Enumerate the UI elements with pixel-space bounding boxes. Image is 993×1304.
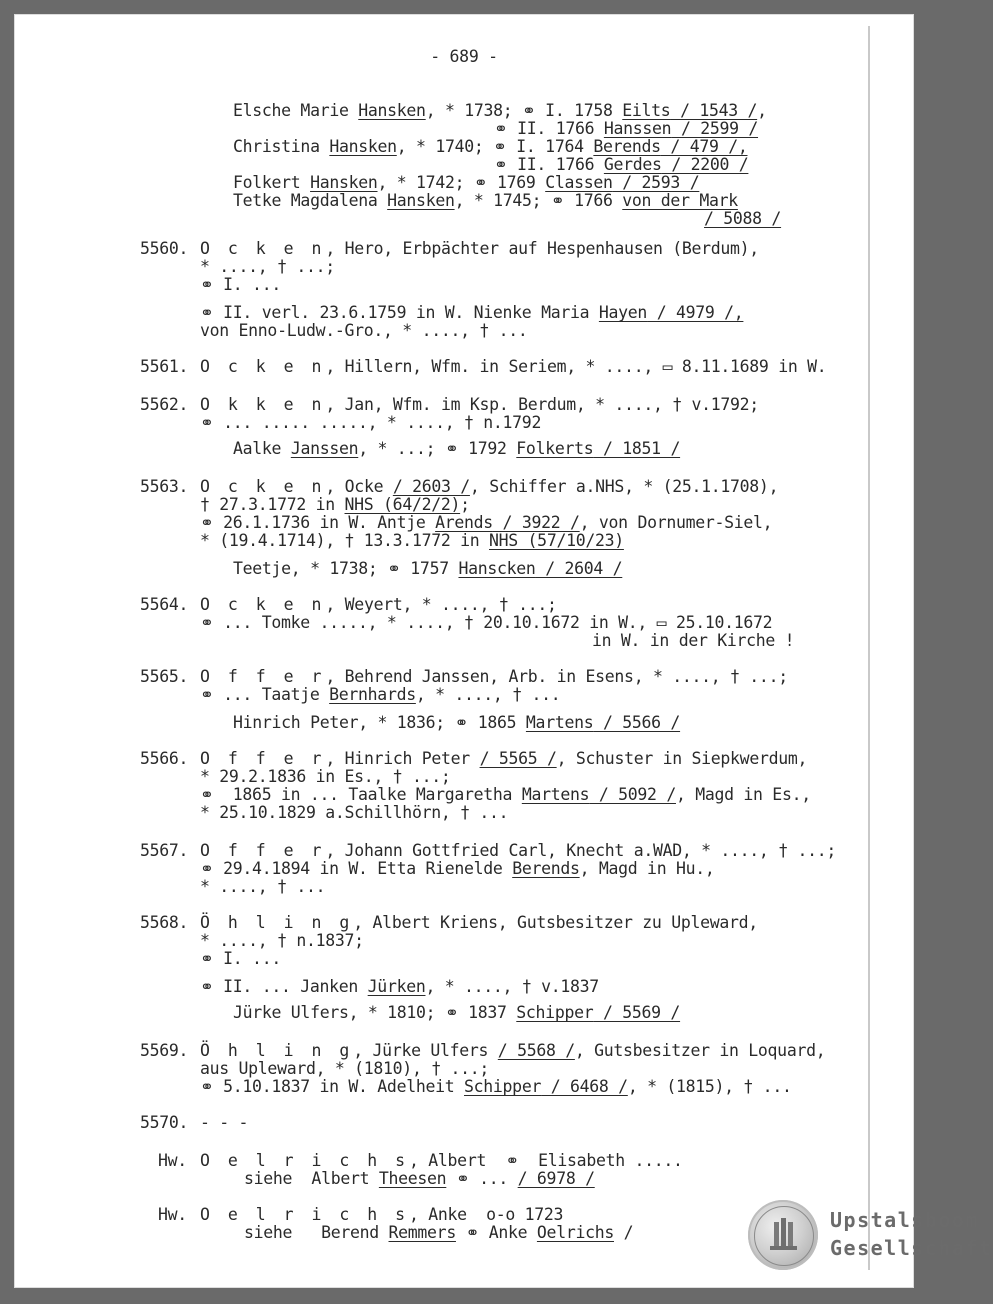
- text-line: O e l r i c h s, Albert ⚭ Elisabeth .....: [200, 1151, 683, 1170]
- text-line: ⚭ 26.1.1736 in W. Antje Arends / 3922 /, von Dornumer-Siel,: [200, 513, 773, 532]
- text-line: ⚭ II. 1766 Gerdes / 2200 /: [494, 155, 749, 174]
- text-line: O e l r i c h s, Anke o-o 1723: [200, 1205, 564, 1224]
- text-line: - - -: [200, 1113, 249, 1132]
- text-line: Tetke Magdalena Hansken, * 1745; ⚭ 1766 von der Mark: [233, 191, 738, 210]
- text-line: * 29.2.1836 in Es., † ...;: [200, 767, 451, 786]
- text-line: O c k e n, Hillern, Wfm. in Seriem, * ...., ▭ 8.11.1689 in W.: [200, 357, 827, 376]
- text-line: ⚭ II. ... Janken Jürken, * ...., † v.1837: [200, 977, 599, 996]
- text-line: ⚭ II. 1766 Hanssen / 2599 /: [494, 119, 759, 138]
- text-line: † 27.3.1772 in NHS (64/2/2);: [200, 495, 470, 514]
- entry-number: 5570.: [140, 1113, 189, 1132]
- text-line: O f f e r, Johann Gottfried Carl, Knecht a.WAD, * ...., † ...;: [200, 841, 837, 860]
- entry-number: 5568.: [140, 913, 189, 932]
- entry-number: 5566.: [140, 749, 189, 768]
- text-line: Elsche Marie Hansken, * 1738; ⚭ I. 1758 Eilts / 1543 /,: [233, 101, 767, 120]
- text-line: O c k e n, Hero, Erbpächter auf Hespenhausen (Berdum),: [200, 239, 759, 258]
- entry-prefix: Hw.: [158, 1205, 187, 1224]
- text-line: ⚭ I. ...: [200, 949, 281, 968]
- entry-number: 5560.: [140, 239, 189, 258]
- text-line: / 5088 /: [704, 209, 782, 228]
- entry-number: 5562.: [140, 395, 189, 414]
- text-line: Ö h l i n g, Albert Kriens, Gutsbesitzer zu Upleward,: [200, 913, 758, 932]
- text-line: Christina Hansken, * 1740; ⚭ I. 1764 Berends / 479 /,: [233, 137, 748, 156]
- text-line: ⚭ II. verl. 23.6.1759 in W. Nienke Maria Hayen / 4979 /,: [200, 303, 744, 322]
- text-line: O c k e n, Weyert, * ...., † ...;: [200, 595, 557, 614]
- text-line: in W. in der Kirche !: [592, 631, 795, 650]
- text-line: * 25.10.1829 a.Schillhörn, † ...: [200, 803, 509, 822]
- document-text: [14, 14, 993, 1288]
- entry-number: 5561.: [140, 357, 189, 376]
- seal-icon: [748, 1200, 818, 1270]
- brand-text: Upstalsboom Gesellschaft: [830, 1208, 993, 1260]
- text-line: von Enno-Ludw.-Gro., * ...., † ...: [200, 321, 528, 340]
- text-line: O f f e r, Hinrich Peter / 5565 /, Schuster in Siepkwerdum,: [200, 749, 808, 768]
- text-line: Aalke Janssen, * ...; ⚭ 1792 Folkerts / 1851 /: [233, 439, 681, 458]
- text-line: Jürke Ulfers, * 1810; ⚭ 1837 Schipper / 5569 /: [233, 1003, 681, 1022]
- text-line: * ...., † n.1837;: [200, 931, 364, 950]
- entry-number: 5565.: [140, 667, 189, 686]
- text-line: * ...., † ...: [200, 877, 326, 896]
- text-line: O c k e n, Ocke / 2603 /, Schiffer a.NHS, * (25.1.1708),: [200, 477, 779, 496]
- text-line: siehe Albert Theesen ⚭ ... / 6978 /: [244, 1169, 595, 1188]
- text-line: Folkert Hansken, * 1742; ⚭ 1769 Classen / 2593 /: [233, 173, 700, 192]
- text-line: aus Upleward, * (1810), † ...;: [200, 1059, 490, 1078]
- text-line: O k k e n, Jan, Wfm. im Ksp. Berdum, * ...., † v.1792;: [200, 395, 759, 414]
- text-line: * (19.4.1714), † 13.3.1772 in NHS (57/10/23): [200, 531, 624, 550]
- page-number: - 689 -: [430, 47, 498, 66]
- text-line: ⚭ 29.4.1894 in W. Etta Rienelde Berends, Magd in Hu.,: [200, 859, 715, 878]
- text-line: ⚭ 5.10.1837 in W. Adelheit Schipper / 6468 /, * (1815), † ...: [200, 1077, 792, 1096]
- text-line: ⚭ ... Tomke ....., * ...., † 20.10.1672 in W., ▭ 25.10.1672: [200, 613, 773, 632]
- entry-number: 5569.: [140, 1041, 189, 1060]
- entry-number: 5564.: [140, 595, 189, 614]
- entry-prefix: Hw.: [158, 1151, 187, 1170]
- text-line: Hinrich Peter, * 1836; ⚭ 1865 Martens / 5566 /: [233, 713, 681, 732]
- text-line: O f f e r, Behrend Janssen, Arb. in Esens, * ...., † ...;: [200, 667, 788, 686]
- upstalsboom-logo: [748, 1200, 993, 1272]
- text-line: ⚭ 1865 in ... Taalke Margaretha Martens / 5092 /, Magd in Es.,: [200, 785, 811, 804]
- text-line: ⚭ I. ...: [200, 275, 281, 294]
- text-line: * ...., † ...;: [200, 257, 335, 276]
- document-page: [14, 14, 993, 1288]
- text-line: siehe Berend Remmers ⚭ Anke Oelrichs /: [244, 1223, 634, 1242]
- text-line: ⚭ ... ..... ....., * ...., † n.1792: [200, 413, 542, 432]
- entry-number: 5567.: [140, 841, 189, 860]
- text-line: ⚭ ... Taatje Bernhards, * ...., † ...: [200, 685, 561, 704]
- text-line: Ö h l i n g, Jürke Ulfers / 5568 /, Gutsbesitzer in Loquard,: [200, 1041, 826, 1060]
- entry-number: 5563.: [140, 477, 189, 496]
- text-line: Teetje, * 1738; ⚭ 1757 Hanscken / 2604 /: [233, 559, 623, 578]
